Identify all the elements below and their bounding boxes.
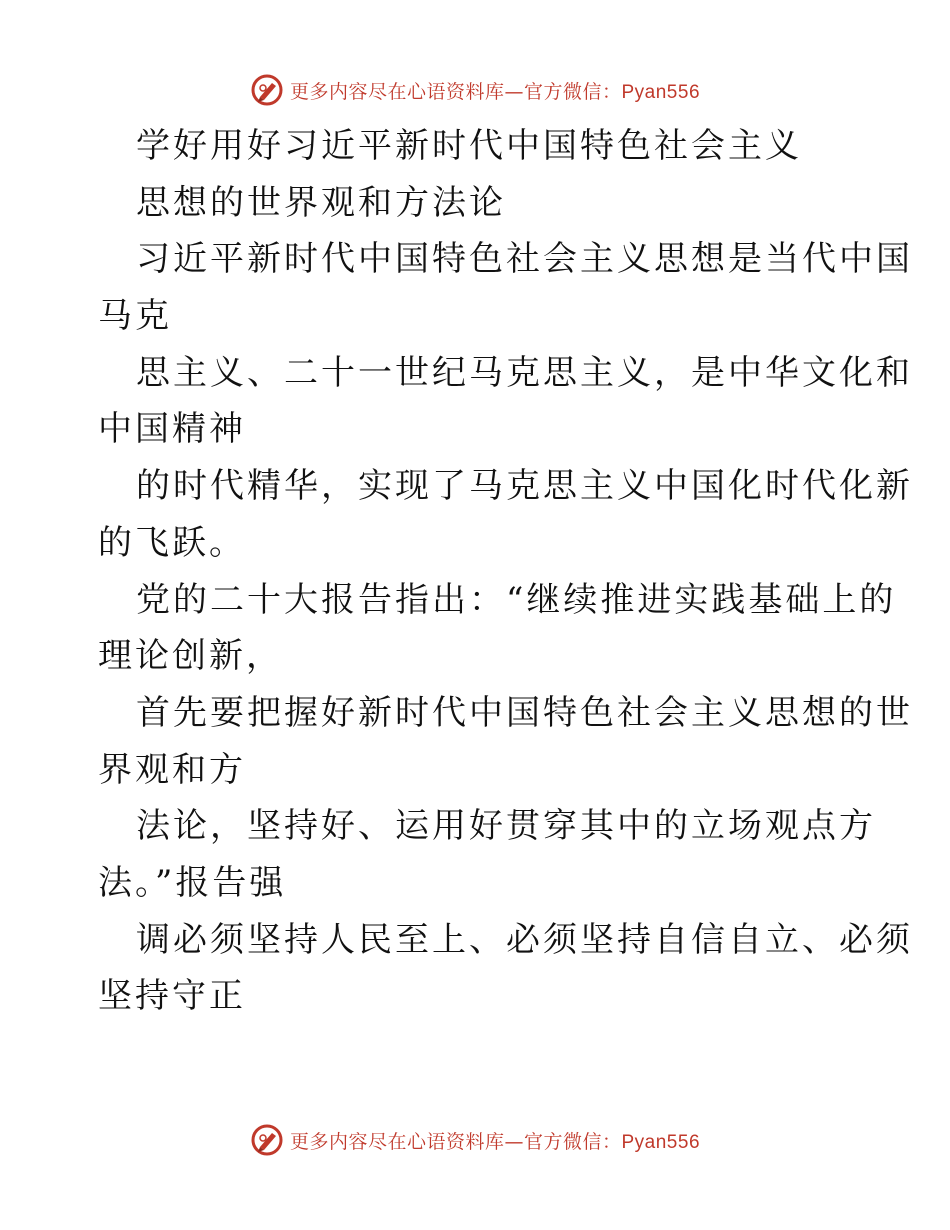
body-line: 党的二十大报告指出：“继续推进实践基础上的	[136, 579, 897, 620]
body-line: 的时代精华，实现了马克思主义中国化时代化新	[136, 466, 913, 507]
body-line: 坚持守正	[98, 976, 246, 1017]
footer-text: 更多内容尽在心语资料库	[289, 1130, 505, 1153]
document-body	[98, 118, 913, 1025]
body-line: 理论创新，	[98, 636, 283, 677]
body-line: 界观和方	[98, 749, 246, 790]
body-line: 的飞跃。	[98, 522, 246, 563]
pen-logo-icon	[250, 1123, 284, 1157]
title-line-1: 学好用好习近平新时代中国特色社会主义	[136, 126, 802, 166]
body-line: 首先要把握好新时代中国特色社会主义思想的世	[136, 692, 913, 733]
body-line: 思主义、二十一世纪马克思主义，是中华文化和	[136, 352, 913, 393]
footer-banner	[250, 1123, 700, 1157]
page-header	[0, 70, 950, 110]
body-line: 中国精神	[98, 409, 246, 450]
pen-logo-icon	[250, 73, 284, 107]
body-line: 马克	[98, 296, 172, 337]
footer-wechat: 官方微信：Pyan556	[524, 1131, 701, 1153]
body-line: 习近平新时代中国特色社会主义思想是当代中国	[136, 239, 913, 280]
page-footer	[0, 1120, 950, 1160]
body-line: 调必须坚持人民至上、必须坚持自信自立、必须	[136, 919, 913, 960]
body-line: 法论，坚持好、运用好贯穿其中的立场观点方	[136, 806, 876, 847]
header-text: 更多内容尽在心语资料库	[289, 80, 505, 103]
title-line-2: 思想的世界观和方法论	[136, 182, 506, 223]
body-line: 法。”报告强	[98, 862, 287, 903]
header-wechat: 官方微信：Pyan556	[524, 81, 701, 103]
header-banner	[250, 73, 700, 107]
footer-separator: —	[504, 1130, 524, 1153]
header-separator: —	[504, 80, 524, 103]
